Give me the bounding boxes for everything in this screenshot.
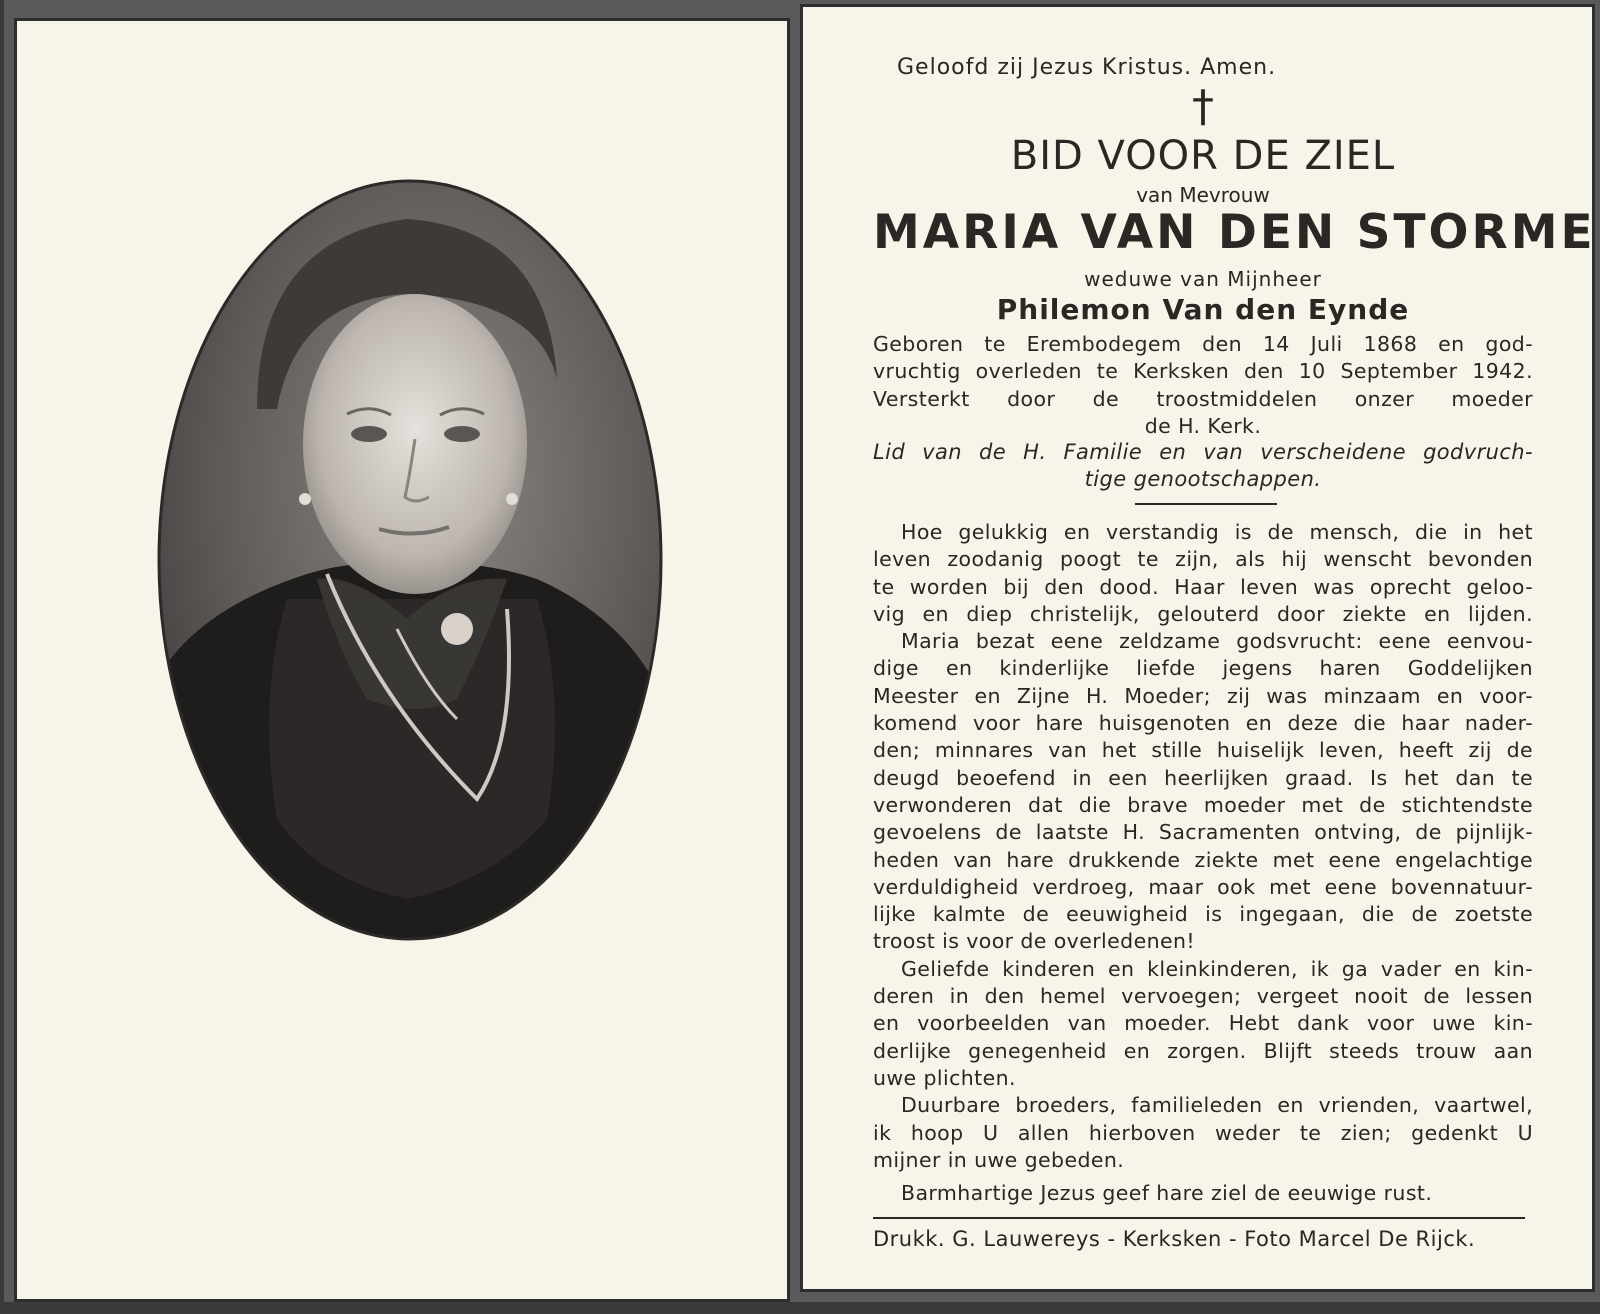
bottom-rule — [873, 1217, 1525, 1219]
body-line: derlijke genegenheid en zorgen. Blijft steeds trouw aan — [873, 1038, 1533, 1063]
opening-line: Geloofd zij Jezus Kristus. Amen. — [897, 55, 1277, 80]
body-line: verwonderen dat die brave moeder met de stichtendste — [873, 792, 1533, 817]
cross-icon: † — [1192, 81, 1214, 132]
body-line: Duurbare broeders, familieleden en vrienden, vaartwel, — [901, 1093, 1533, 1118]
born-line: vruchtig overleden te Kerksken den 10 September 1942. — [873, 359, 1533, 384]
body-line: dige en kinderlijke liefde jegens haren Goddelijken — [873, 656, 1533, 681]
memorial-text-card — [800, 4, 1595, 1292]
body-line: deugd beoefend in een heerlijken graad. Is het dan te — [873, 765, 1533, 790]
body-line: en voorbeelden van moeder. Hebt dank voor uwe kin- — [873, 1011, 1533, 1036]
body-line: verduldigheid verdroeg, maar ook met eene bovennatuur- — [873, 874, 1533, 899]
body-line: mijner in uwe gebeden. — [873, 1147, 1125, 1172]
portrait-photo — [157, 179, 663, 941]
widow-of: weduwe van Mijnheer — [1084, 267, 1322, 291]
member-line: tige genootschappen. — [1084, 467, 1322, 491]
body-line: Barmhartige Jezus geef hare ziel de eeuwige rust. — [901, 1181, 1433, 1206]
body-line: Meester en Zijne H. Moeder; zij was minzaam en voor- — [873, 683, 1533, 708]
body-line: lijke kalmte de eeuwigheid is ingegaan, die de zoetste — [873, 902, 1533, 927]
body-line: gevoelens de laatste H. Sacramenten ontving, de pijnlijk- — [873, 820, 1533, 845]
body-line: den; minnares van het stille huiselijk leven, heeft zij de — [873, 738, 1533, 763]
body-line: leven zoodanig poogt te zijn, als hij wenscht bevonden — [873, 547, 1533, 572]
body-line: Geliefde kinderen en kleinkinderen, ik ga vader en kin- — [901, 956, 1533, 981]
born-line: de H. Kerk. — [1144, 413, 1262, 438]
body-line: troost is voor de overledenen! — [873, 929, 1195, 954]
printer-credit: Drukk. G. Lauwereys - Kerksken - Foto Marcel De Rijck. — [873, 1227, 1476, 1251]
scan-edge-left — [0, 0, 4, 1314]
heading: BID VOOR DE ZIEL — [1010, 133, 1396, 179]
body-line: deren in den hemel vervoegen; vergeet nooit de lessen — [873, 984, 1533, 1009]
divider-line — [1135, 503, 1277, 505]
body-line: ik hoop U allen hierboven weder te zien; gedenkt U — [873, 1120, 1533, 1145]
membership-paragraph — [873, 439, 1533, 493]
body-line: Maria bezat eene zeldzame godsvrucht: eene eenvou- — [901, 629, 1533, 654]
deceased-name: MARIA VAN DEN STORME — [873, 205, 1596, 260]
born-line: Geboren te Erembodegem den 14 Juli 1868 en god- — [873, 332, 1533, 356]
birth-death-paragraph — [873, 331, 1533, 440]
body-line: vig en diep christelijk, gelouterd door ziekte en lijden. — [873, 601, 1533, 626]
portrait-card — [14, 18, 790, 1302]
body-paragraphs — [873, 519, 1533, 1207]
body-line: te worden bij den dood. Haar leven was oprecht geloo- — [873, 574, 1533, 599]
body-line: uwe plichten. — [873, 1065, 1016, 1090]
body-line: komend voor hare huisgenoten en deze die haar nader- — [873, 711, 1533, 736]
title-prefix: van Mevrouw — [1136, 183, 1270, 207]
body-line: heden van hare drukkende ziekte met eene engelachtige — [873, 847, 1533, 872]
body-line: Hoe gelukkig en verstandig is de mensch, die in het — [901, 520, 1533, 544]
member-line: Lid van de H. Familie en van verscheidene godvruch- — [873, 440, 1533, 464]
scan-edge-bottom — [0, 1302, 1600, 1314]
husband-name: Philemon Van den Eynde — [996, 293, 1410, 326]
born-line: Versterkt door de troostmiddelen onzer moeder — [873, 386, 1533, 411]
